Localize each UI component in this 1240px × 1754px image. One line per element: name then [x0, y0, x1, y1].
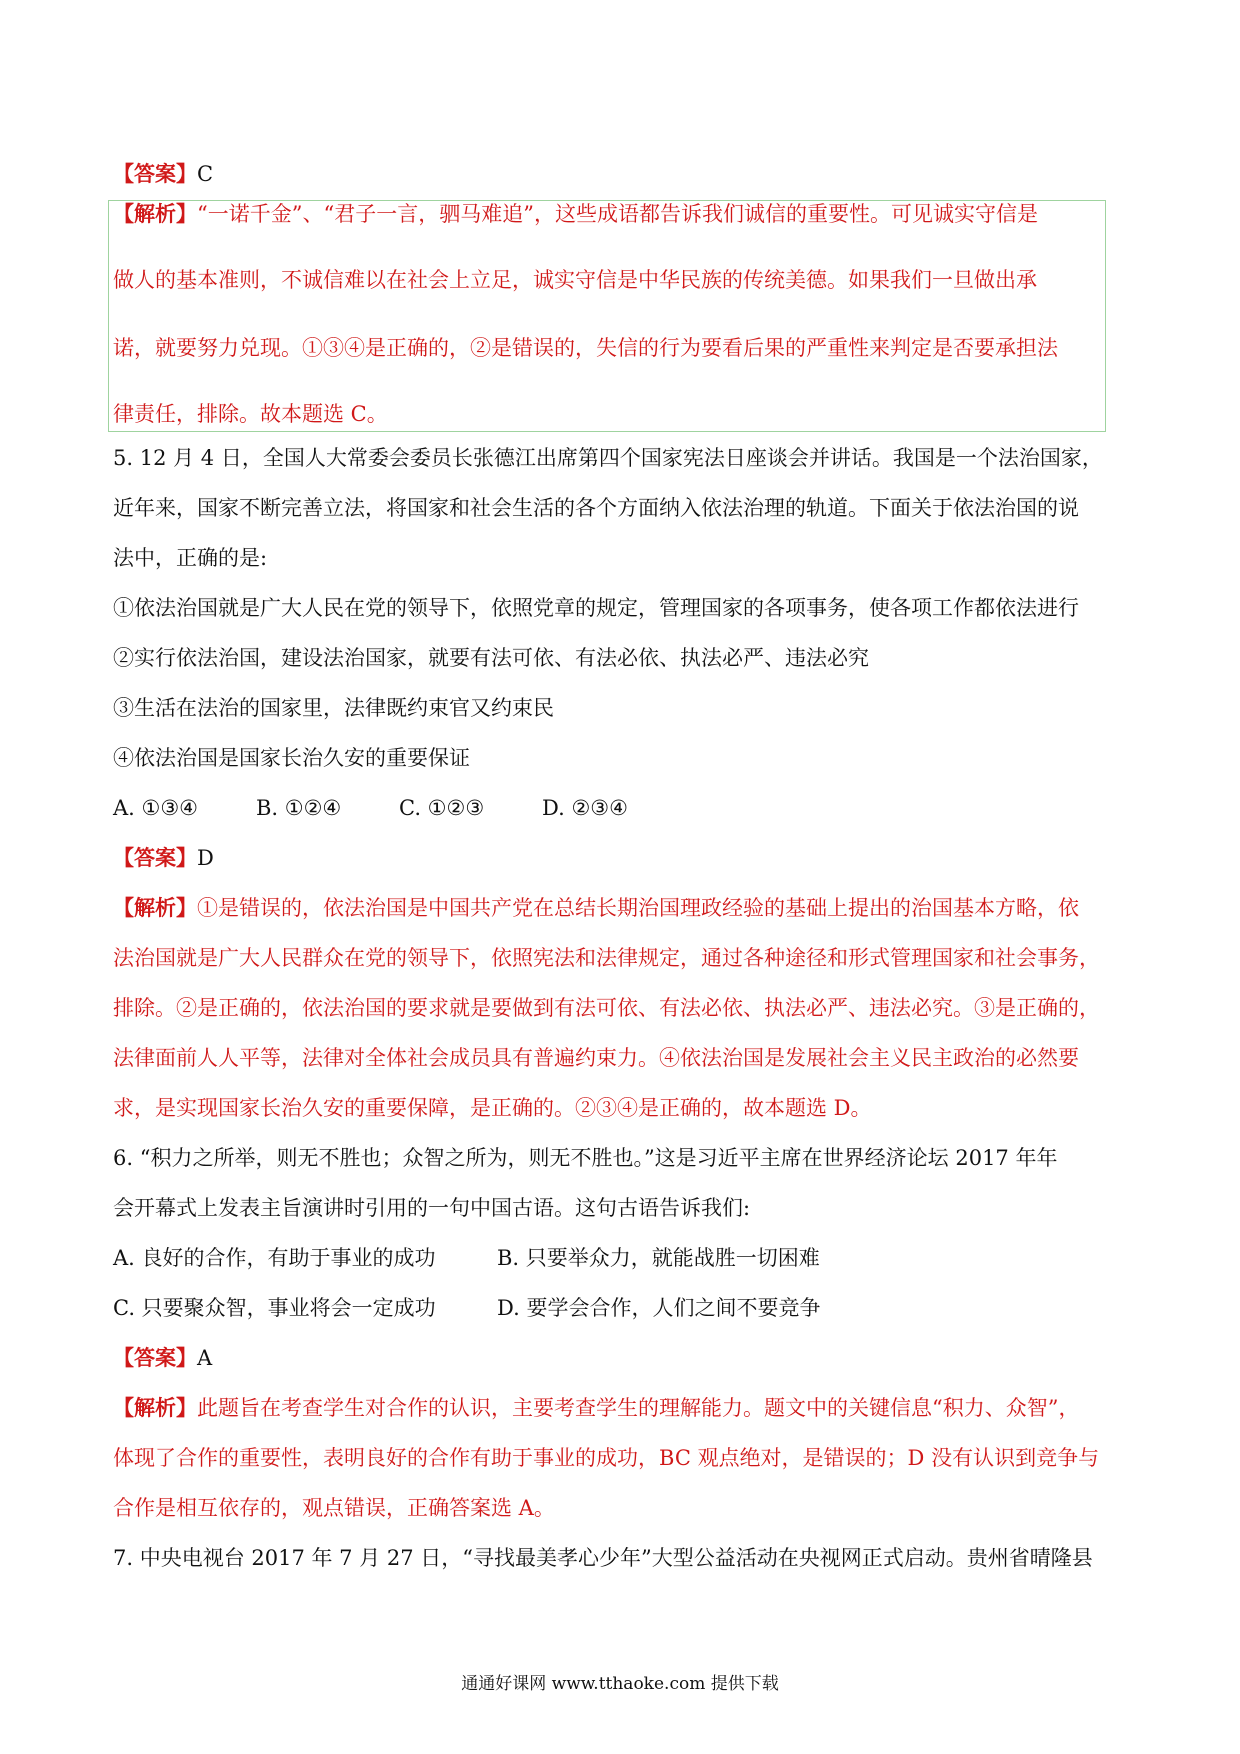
option-c: C. 只要聚众智，事业将会一定成功 — [113, 1296, 436, 1320]
q6-analysis-line — [113, 1394, 1079, 1422]
analysis-tag: 【解析】 — [113, 201, 197, 226]
q7-stem-line: 7. 中央电视台 2017 年 7 月 27 日，“寻找最美孝心少年”大型公益活动在央视网正式启动。贵州省晴隆县 — [113, 1546, 1093, 1570]
answer-tag: 【答案】 — [113, 161, 197, 186]
analysis-text: “一诺千金”、“君子一言，驷马难追”，这些成语都告诉我们诚信的重要性。可见诚实守信是 — [197, 202, 1038, 226]
answer-value: D — [197, 846, 214, 870]
q5-analysis-line: 排除。②是正确的，依法治国的要求就是要做到有法可依、有法必依、执法必严、违法必究。③是正确的， — [113, 996, 1100, 1020]
q6-analysis-line: 合作是相互依存的，观点错误，正确答案选 A。 — [113, 1496, 555, 1520]
q4-analysis-line: 做人的基本准则，不诚信难以在社会上立足，诚实守信是中华民族的传统美德。如果我们一旦做出承 — [113, 268, 1037, 292]
q4-analysis-line: 诺，就要努力兑现。①③④是正确的，②是错误的，失信的行为要看后果的严重性来判定是否要承担法 — [113, 336, 1058, 360]
q5-options — [113, 794, 628, 822]
analysis-box — [108, 200, 1106, 432]
q5-stem-line: 5. 12 月 4 日，全国人大常委会委员长张德江出席第四个国家宪法日座谈会并讲话。我国是一个法治国家， — [113, 446, 1103, 470]
q4-analysis-line: 律责任，排除。故本题选 C。 — [113, 402, 388, 426]
page-footer: 通通好课网 www.tthaoke.com 提供下载 — [461, 1674, 779, 1694]
option-a: A. 良好的合作，有助于事业的成功 — [113, 1246, 436, 1270]
q5-analysis-line: 法治国就是广大人民群众在党的领导下，依照宪法和法律规定，通过各种途径和形式管理国家和社会事务， — [113, 946, 1100, 970]
analysis-tag: 【解析】 — [113, 1395, 197, 1420]
q5-item: ②实行依法治国，建设法治国家，就要有法可依、有法必依、执法必严、违法必究 — [113, 646, 869, 670]
analysis-tag: 【解析】 — [113, 895, 197, 920]
option-c: C. ①②③ — [399, 796, 485, 820]
answer-tag: 【答案】 — [113, 1345, 197, 1370]
answer-tag: 【答案】 — [113, 845, 197, 870]
q6-options-row — [113, 1294, 820, 1322]
q5-stem-line: 近年来，国家不断完善立法，将国家和社会生活的各个方面纳入依法治理的轨道。下面关于依法治国的说 — [113, 496, 1079, 520]
q4-answer — [113, 160, 213, 188]
q5-analysis-line: 求，是实现国家长治久安的重要保障，是正确的。②③④是正确的，故本题选 D。 — [113, 1096, 872, 1120]
q5-analysis-line — [113, 894, 1079, 922]
q5-item: ④依法治国是国家长治久安的重要保证 — [113, 746, 470, 770]
option-d: D. ②③④ — [542, 796, 628, 820]
answer-value: A — [197, 1346, 213, 1370]
q5-answer — [113, 844, 214, 872]
q5-stem-line: 法中，正确的是: — [113, 546, 268, 570]
option-b: B. ①②④ — [256, 796, 342, 820]
option-d: D. 要学会合作，人们之间不要竞争 — [497, 1296, 821, 1320]
analysis-text: 此题旨在考查学生对合作的认识，主要考查学生的理解能力。题文中的关键信息“积力、众智”， — [197, 1396, 1080, 1420]
analysis-text: ①是错误的，依法治国是中国共产党在总结长期治国理政经验的基础上提出的治国基本方略，依 — [197, 896, 1079, 920]
q6-options-row — [113, 1244, 820, 1272]
q6-analysis-line: 体现了合作的重要性，表明良好的合作有助于事业的成功，BC 观点绝对，是错误的；D 没有认识到竞争与 — [113, 1446, 1100, 1470]
q6-stem-line: 6. “积力之所举，则无不胜也；众智之所为，则无不胜也。”这是习近平主席在世界经济论坛 2017 年年 — [113, 1146, 1058, 1170]
q5-item: ③生活在法治的国家里，法律既约束官又约束民 — [113, 696, 554, 720]
q6-answer — [113, 1344, 212, 1372]
q4-analysis-line — [113, 200, 1038, 228]
q5-item: ①依法治国就是广大人民在党的领导下，依照党章的规定，管理国家的各项事务，使各项工作都依法进行 — [113, 596, 1079, 620]
option-b: B. 只要举众力，就能战胜一切困难 — [497, 1246, 820, 1270]
q6-stem-line: 会开幕式上发表主旨演讲时引用的一句中国古语。这句古语告诉我们: — [113, 1196, 751, 1220]
answer-value: C — [197, 162, 214, 186]
option-a: A. ①③④ — [113, 796, 198, 820]
q5-analysis-line: 法律面前人人平等，法律对全体社会成员具有普遍约束力。④依法治国是发展社会主义民主政治的必然要 — [113, 1046, 1079, 1070]
